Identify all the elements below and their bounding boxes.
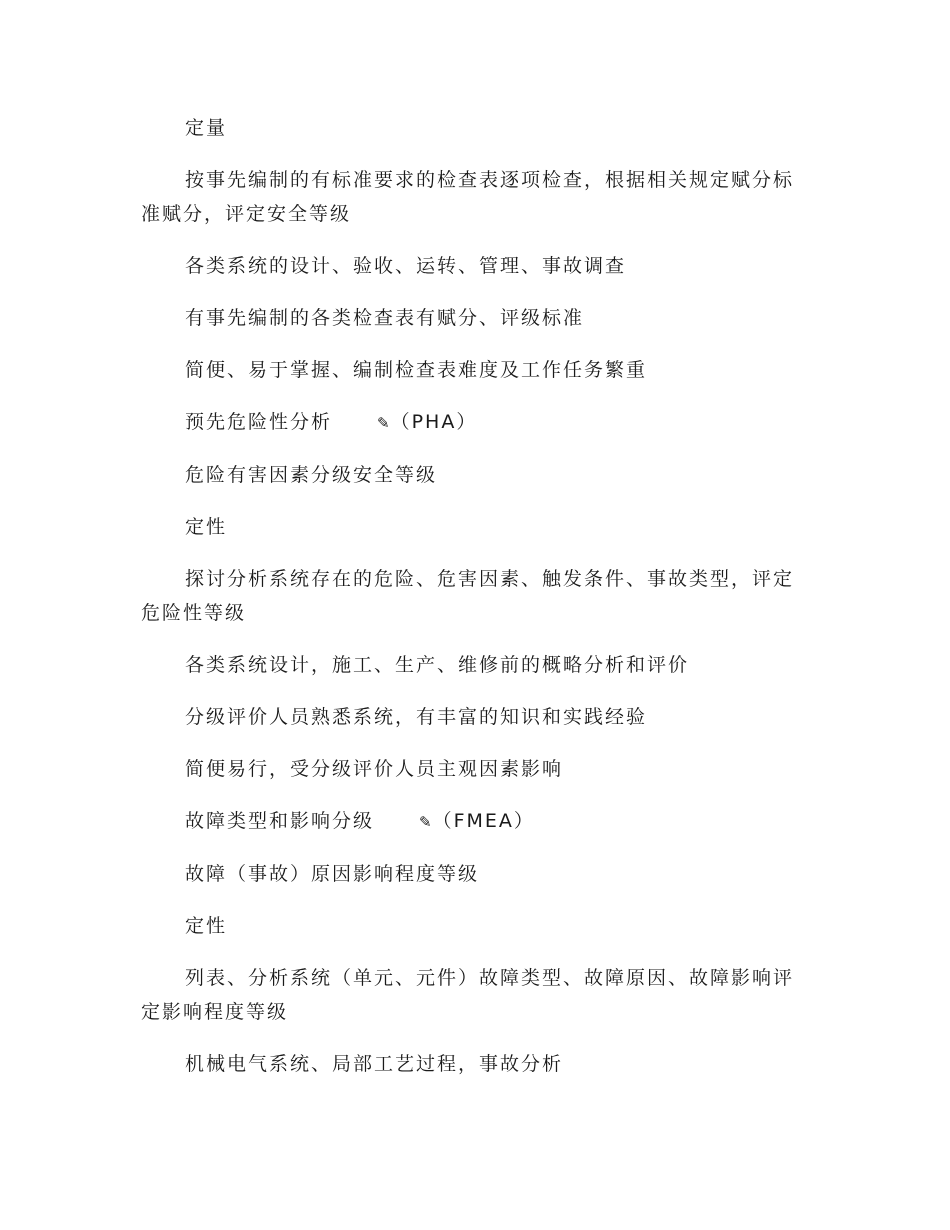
- paragraph-pha-target: 危险有害因素分级安全等级: [185, 464, 438, 486]
- paragraph-pha-heading: [141, 405, 801, 440]
- paragraph-fmea-target: 故障（事故）原因影响程度等级: [185, 863, 480, 885]
- paragraph-checklist-conditions: 有事先编制的各类检查表有赋分、评级标准: [185, 307, 585, 329]
- pha-heading-text: 预先危险性分析: [185, 411, 333, 433]
- paragraph-pha-method-description: 探讨分析系统存在的危险、危害因素、触发条件、事故类型，评定危险性等级: [141, 568, 795, 624]
- paragraph-pha-conditions: 分级评价人员熟悉系统，有丰富的知识和实践经验: [185, 706, 648, 728]
- document-body: [141, 111, 801, 1099]
- fmea-heading-text: 故障类型和影响分级: [185, 810, 375, 832]
- fmea-heading-abbrev: （FMEA）: [432, 810, 535, 832]
- paragraph-fmea-applicability: 机械电气系统、局部工艺过程，事故分析: [185, 1053, 564, 1075]
- paragraph-fmea-type-qualitative: 定性: [185, 915, 228, 937]
- paragraph-fmea-heading: [141, 804, 801, 839]
- paragraph-checklist-method-description: 按事先编制的有标准要求的检查表逐项检查，根据相关规定赋分标准赋分，评定安全等级: [141, 169, 795, 225]
- paragraph-checklist-applicability: 各类系统的设计、验收、运转、管理、事故调查: [185, 255, 627, 277]
- pencil-symbol-icon: ✎: [419, 813, 432, 831]
- pencil-symbol-icon: ✎: [377, 414, 390, 432]
- paragraph-pha-type-qualitative: 定性: [185, 516, 228, 538]
- paragraph-checklist-pros-cons: 简便、易于掌握、编制检查表难度及工作任务繁重: [185, 359, 648, 381]
- paragraph-pha-pros-cons: 简便易行，受分级评价人员主观因素影响: [185, 758, 564, 780]
- pha-heading-abbrev: （PHA）: [390, 411, 478, 433]
- paragraph-assessment-type-quantitative: 定量: [185, 117, 228, 139]
- paragraph-fmea-method-description: 列表、分析系统（单元、元件）故障类型、故障原因、故障影响评定影响程度等级: [141, 967, 795, 1023]
- paragraph-pha-applicability: 各类系统设计，施工、生产、维修前的概略分析和评价: [185, 654, 690, 676]
